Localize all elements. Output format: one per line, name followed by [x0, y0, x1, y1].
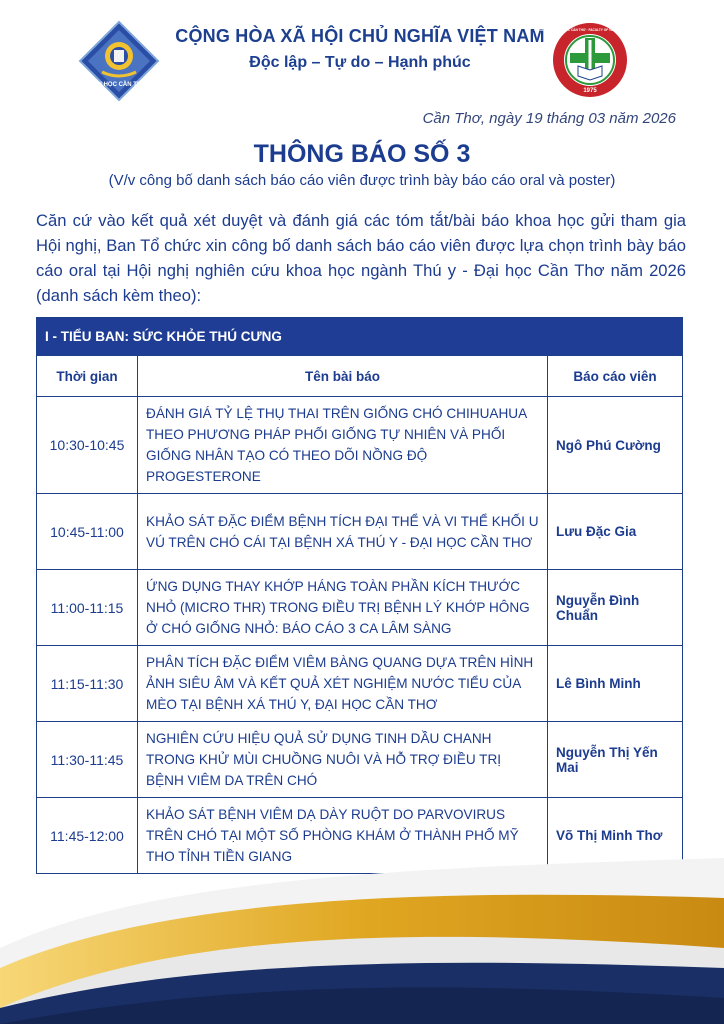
col-header-paper: Tên bài báo	[138, 356, 548, 397]
intro-paragraph: Căn cứ vào kết quả xét duyệt và đánh giá các tóm tắt/bài báo khoa học gửi tham gia Hội nghị, Ban Tổ chức xin công bố danh sách báo cáo viên được lựa chọn trình bày báo cáo oral tại Hội nghị nghiên cứu khoa học ngành Thú y - Đại học Cần Thơ năm 2026 (danh sách kèm theo):	[36, 211, 686, 305]
notice-subtitle: (V/v công bố danh sách báo cáo viên được trình bày báo cáo oral và poster)	[108, 172, 616, 189]
row-speaker: Lưu Đặc Gia	[548, 494, 683, 570]
schedule-table	[36, 317, 683, 874]
row-time: 11:45-12:00	[37, 798, 138, 874]
table-row	[37, 570, 683, 646]
row-time: 11:30-11:45	[37, 722, 138, 798]
national-header	[170, 26, 550, 72]
row-paper-title: KHẢO SÁT ĐẶC ĐIỂM BỆNH TÍCH ĐẠI THỂ VÀ VI THỂ KHỐI U VÚ TRÊN CHÓ CÁI TẠI BỆNH XÁ THÚ Y - ĐẠI HỌC CẦN THƠ	[138, 494, 548, 570]
table-row	[37, 397, 683, 494]
faculty-logo	[534, 22, 646, 98]
issue-date: Cần Thơ, ngày 19 tháng 03 năm 2026	[422, 110, 676, 127]
row-paper-title: PHÂN TÍCH ĐẶC ĐIỂM VIÊM BÀNG QUANG DỰA TRÊN HÌNH ẢNH SIÊU ÂM VÀ KẾT QUẢ XÉT NGHIỆM NƯỚC TIỂU CỦA MÈO TẠI BỆNH XÁ THÚ Y, ĐẠI HỌC CẦN THƠ	[138, 646, 548, 722]
row-speaker: Võ Thị Minh Thơ	[548, 798, 683, 874]
row-time: 10:45-11:00	[37, 494, 138, 570]
row-speaker: Ngô Phú Cường	[548, 397, 683, 494]
row-time: 11:00-11:15	[37, 570, 138, 646]
university-logo	[78, 20, 160, 102]
row-time: 10:30-10:45	[37, 397, 138, 494]
row-paper-title: KHẢO SÁT BỆNH VIÊM DẠ DÀY RUỘT DO PARVOVIRUS TRÊN CHÓ TẠI MỘT SỐ PHÒNG KHÁM Ở THÀNH PHỐ MỸ THO TỈNH TIỀN GIANG	[138, 798, 548, 874]
left-logo-text: ĐẠI HỌC CẦN THƠ	[91, 82, 147, 88]
col-header-time: Thời gian	[37, 356, 138, 397]
row-paper-title: NGHIÊN CỨU HIỆU QUẢ SỬ DỤNG TINH DẦU CHANH TRONG KHỬ MÙI CHUỒNG NUÔI VÀ HỖ TRỢ ĐIỀU TRỊ BỆNH VIÊM DA TRÊN CHÓ	[138, 722, 548, 798]
table-row	[37, 494, 683, 570]
row-speaker: Nguyễn Thị Yến Mai	[548, 722, 683, 798]
row-paper-title: ĐÁNH GIÁ TỶ LỆ THỤ THAI TRÊN GIỐNG CHÓ CHIHUAHUA THEO PHƯƠNG PHÁP PHỐI GIỐNG TỰ NHIÊN VÀ PHỐI GIỐNG NHÂN TẠO CÓ THEO DÕI NỒNG ĐỘ PROGESTERONE	[138, 397, 548, 494]
row-speaker: Nguyễn Đình Chuẩn	[548, 570, 683, 646]
table-row	[37, 646, 683, 722]
notice-title: THÔNG BÁO SỐ 3	[253, 140, 471, 168]
right-logo-year: 1975	[583, 88, 597, 94]
national-motto-line2: Độc lập – Tự do – Hạnh phúc	[249, 54, 471, 71]
table-row	[37, 722, 683, 798]
national-motto-line1: CỘNG HÒA XÃ HỘI CHỦ NGHĨA VIỆT NAM	[175, 26, 545, 46]
row-time: 11:15-11:30	[37, 646, 138, 722]
section-heading: I - TIỂU BAN: SỨC KHỎE THÚ CƯNG	[37, 318, 683, 356]
row-speaker: Lê Bình Minh	[548, 646, 683, 722]
row-paper-title: ỨNG DỤNG THAY KHỚP HÁNG TOÀN PHẦN KÍCH THƯỚC NHỎ (MICRO THR) TRONG ĐIỀU TRỊ BỆNH LÝ KHỚP HÔNG Ở CHÓ GIỐNG NHỎ: BÁO CÁO 3 CA LÂM SÀNG	[138, 570, 548, 646]
col-header-speaker: Báo cáo viên	[548, 356, 683, 397]
decorative-waves	[0, 858, 724, 1024]
right-logo-text: KHOA THÚ Y · ĐẠI HỌC CẦN THƠ · FACULTY OF VETERINARY MEDICINE	[534, 28, 646, 32]
